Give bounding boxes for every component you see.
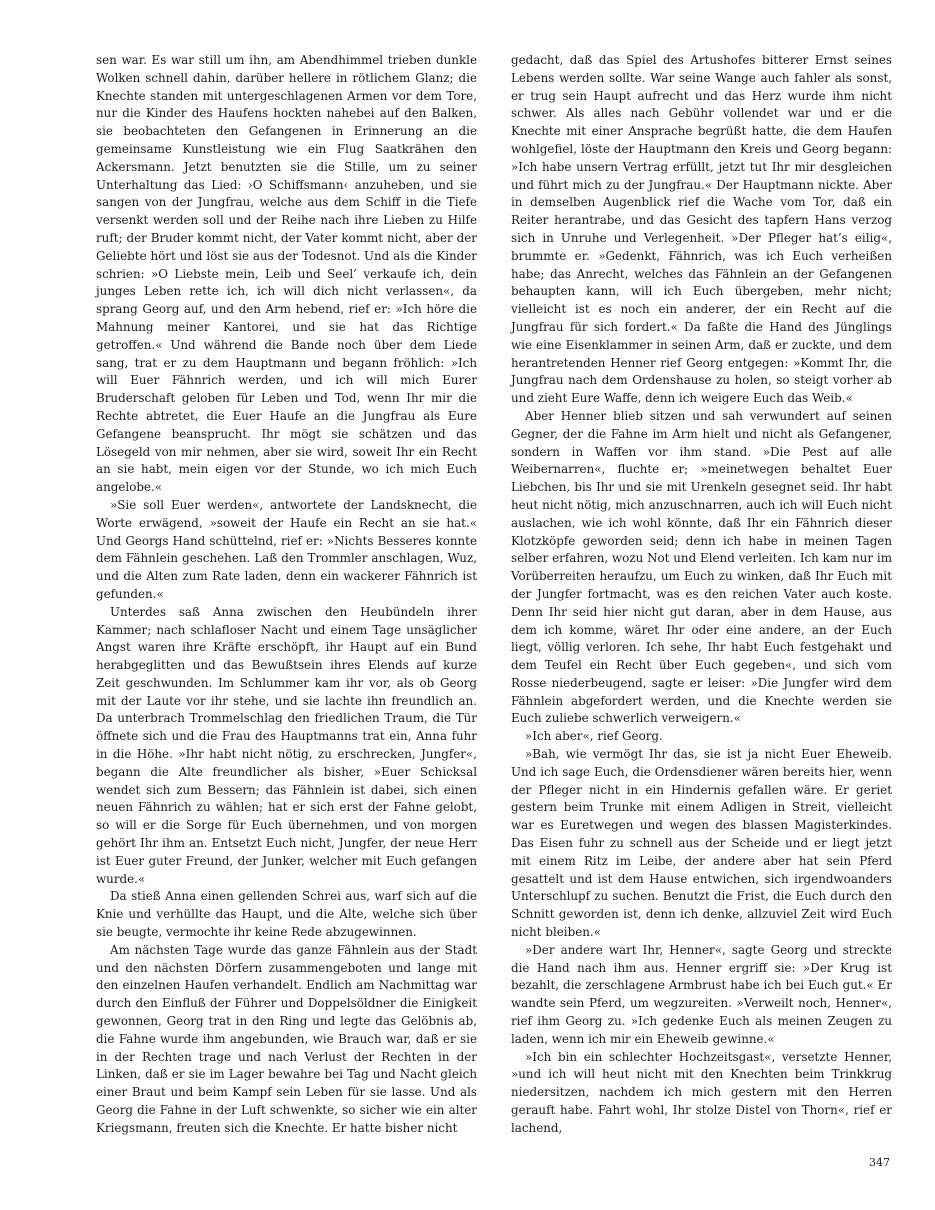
paragraph: »Der andere wart Ihr, Henner«, sagte Georg und streckte die Hand nach ihm aus. Henner ergriff sie: »Der Krug ist bezahlt, die zerschlagene Armbrust habe ich bei Euch gut.« Er wandte sein Pferd, um wegzureiten. »Verweilt noch, Henner«, rief ihm Georg zu. »Ich gedenke Euch als meinen Zeugen zu laden, wenn ich mir ein Eheweib gewinne.« (511, 942, 892, 1046)
paragraph: Aber Henner blieb sitzen und sah verwundert auf seinen Gegner, der die Fahne im Arm hielt und nicht als Gefangener, sondern in Waffen vor ihm stand. »Die Pest auf alle Weibernarren«, fluchte er; »meinetwegen behaltet Euer Liebchen, bis Ihr und sie mit Urenkeln gesegnet seid. Ihr habt heut nicht nötig, mich anzuschnarren, auch ich will Euch nicht auslachen, wie ich wohl könnte, daß Ihr ein Fähnrich dieser Klotzköpfe geworden seid; denn ich habe in meinen Tagen selber erfahren, wozu Not und Elend verleiten. Ich kam nur im Vorüberreiten heraufzu, um Euch zu winken, daß Ihr Euch mit der Jungfer fortmacht, was es den reichen Vater auch koste. Denn Ihr seid hier nicht gut daran, aber in dem Hause, aus dem ich komme, wäret Ihr oder eine andere, an der Euch liegt, völlig verloren. Ich sehe, Ihr habt Euch festgehakt und dem Teufel ein Recht über Euch gegeben«, und sich vom Rosse niederbeugend, sagte er leiser: »Die Jungfer wird dem Fähnlein abgefordert werden, und die Knechte werden sie Euch zuliebe schwerlich verweigern.« (511, 408, 892, 726)
paragraph: »Sie soll Euer werden«, antwortete der Landsknecht, die Worte erwägend, »soweit der Haufe ein Recht an sie hat.« Und Georgs Hand schüttelnd, rief er: »Nichts Besseres konnte dem Fähnlein geschehen. Laß den Trommler anschlagen, Wuz, und die Alten zum Rate laden, denn ein wackerer Fähnrich ist gefunden.« (96, 497, 477, 601)
paragraph: Unterdes saß Anna zwischen den Heubündeln ihrer Kammer; nach schlafloser Nacht und einem Tage unsäglicher Angst waren ihre Kräfte erschöpft, ihr Haupt auf ein Bund herabgeglitten und das Bewußtsein ihres Elends auf kurze Zeit geschwunden. Im Schlummer kam ihr vor, als ob Georg mit der Laute vor ihr stehe, und sie lachte ihn freundlich an. Da unterbrach Trommelschlag den friedlichen Traum, die Tür öffnete sich und die Frau des Hauptmanns trat ein, Anna fuhr in die Höhe. »Ihr habt nicht nötig, zu erschrecken, Jungfer«, begann die Alte freundlicher als bisher, »Euer Schicksal wendet sich zum Bessern; das Fähnlein ist dabei, sich einen neuen Fähnrich zu wählen; hat er sich erst der Fahne gelobt, so will er die Sorge für Euch übernehmen, und von morgen gehört Ihr ihm an. Entsetzt Euch nicht, Jungfer, der neue Herr ist Euer guter Freund, der Junker, welcher mit Euch gefangen wurde.« (96, 604, 477, 886)
page-number: 347 (869, 1156, 890, 1169)
right-text-column (511, 52, 892, 1138)
paragraph: Da stieß Anna einen gellenden Schrei aus, warf sich auf die Knie und verhüllte das Haupt, und die Alte, welche sich über sie beugte, vermochte ihr keine Rede abzugewinnen. (96, 889, 477, 940)
paragraph: Am nächsten Tage wurde das ganze Fähnlein aus der Stadt und den nächsten Dörfern zusammengeboten und lange mit den einzelnen Haufen verhandelt. Endlich am Nachmittag war durch den Einfluß der Führer und Doppelsöldner die Einigkeit gewonnen, Georg trat in den Ring und legte das Gelöbnis ab, die Fahne wurde ihm angebunden, wie Brauch war, daß er sie in der Rechten trage und nach Verlust der Rechten in der Linken, daß er sie im Lager bewahre bei Tag und Nacht gleich einer Braut und beim Kampf sein Leben für sie lasse. Und als Georg die Fahne in der Luft schwenkte, so sicher wie ein alter Kriegsmann, freuten sich die Knechte. Er hatte bisher nicht (96, 942, 477, 1135)
paragraph: »Bah, wie vermögt Ihr das, sie ist ja nicht Euer Eheweib. Und ich sage Euch, die Ordensdiener wären bereits hier, wenn der Pfleger nicht in ein Hindernis gefallen wäre. Er geriet gestern beim Trunke mit einem Adligen in Streit, vielleicht war es Euretwegen und wegen des blassen Magisterkindes. Das Eisen fuhr zu schnell aus der Scheide und er liegt jetzt mit einem Ritz im Leibe, der andere aber hat sein Pferd gesattelt und ist dem Hause entwichen, sich irgendwoanders Unterschlupf zu suchen. Benutzt die Frist, die Euch durch den Schnitt geworden ist, denn ich denke, allzuviel Zeit wird Euch nicht bleiben.« (511, 747, 892, 940)
paragraph: »Ich bin ein schlechter Hochzeitsgast«, versetzte Henner, »und ich will heut nicht mit den Knechten beim Trinkkrug niedersitzen, nachdem ich mich gestern mit den Herren gerauft habe. Fahrt wohl, Ihr stolze Distel von Thorn«, rief er lachend, (511, 1049, 892, 1135)
left-text-column (96, 52, 477, 1138)
paragraph: gedacht, daß das Spiel des Artushofes bitterer Ernst seines Lebens werden sollte. War seine Wange auch fahler als sonst, er trug sein Haupt aufrecht und das Herz wurde ihm nicht schwer. Als alles nach Gebühr vollendet war und er die Knechte mit einer Ansprache begrüßt hatte, die dem Haufen wohlgefiel, löste der Hauptmann den Kreis und Georg begann: »Ich habe unsern Vertrag erfüllt, jetzt tut Ihr mir desgleichen und führt mich zu der Jungfrau.« Der Hauptmann nickte. Aber in demselben Augenblick rief die Wache vom Tor, daß ein Reiter herantrabe, und das Gesicht des tapfern Hans verzog sich in Unruhe und Verlegenheit. »Der Pfleger hat’s eilig«, brummte er. »Gedenkt, Fähnrich, was ich Euch verheißen habe; das Anrecht, welches das Fähnlein an der Gefangenen behaupten kann, will ich Euch übergeben, mehr nicht; vielleicht ist es noch ein anderer, der ein Recht auf die Jungfrau für sich fordert.« Da faßte die Hand des Jünglings wie eine Eisenklammer in seinen Arm, daß er zuckte, und dem herantretenden Henner rief Georg entgegen: »Kommt Ihr, die Jungfrau nach dem Ordenshause zu holen, so steigt vorher ab und zieht Eure Waffe, denn ich weigere Euch das Weib.« (511, 53, 892, 406)
paragraph: sen war. Es war still um ihn, am Abendhimmel trieben dunkle Wolken schnell dahin, darüber hellere in rötlichem Glanz; die Knechte standen mit untergeschlagenen Armen vor dem Tore, nur die Kinder des Haufens hockten nahebei auf den Balken, sie beobachteten den Gefangenen in Erinnerung an die gemeinsame Kunstleistung wie ein Flug Saatkrähen den Ackersmann. Jetzt benutzten sie die Stille, um zu seiner Unterhaltung das Lied: ›O Schiffsmann‹ anzuheben, und sie sangen von der Jungfrau, welche aus dem Schiff in die Tiefe versenkt werden soll und der Reihe nach ihre Lieben zu Hilfe ruft; der Bruder kommt nicht, der Vater kommt nicht, aber der Geliebte hört und löst sie aus der Todesnot. Und als die Kinder schrien: »O Liebste mein, Leib und Seel’ verkaufe ich, dein junges Leben rette ich, ich will dich nicht verlassen«, da sprang Georg auf, und den Arm hebend, rief er: »Ich höre die Mahnung meiner Kantorei, und sie hat das Richtige getroffen.« Und während die Bande noch über dem Liede sang, trat er zu dem Hauptmann und begann fröhlich: »Ich will Euer Fähnrich werden, und ich will mich Eurer Bruderschaft geloben für Leben und Tod, wenn Ihr mir die Rechte abtretet, die Euer Haufe an die Jungfrau als Eure Gefangene beansprucht. Ihr mögt sie schätzen und das Lösegeld von mir nehmen, aber sie wird, soweit Ihr ein Recht an sie habt, mein eigen vor der Stunde, wo ich mich Euch angelobe.« (96, 53, 477, 495)
paragraph: »Ich aber«, rief Georg. (525, 729, 663, 744)
